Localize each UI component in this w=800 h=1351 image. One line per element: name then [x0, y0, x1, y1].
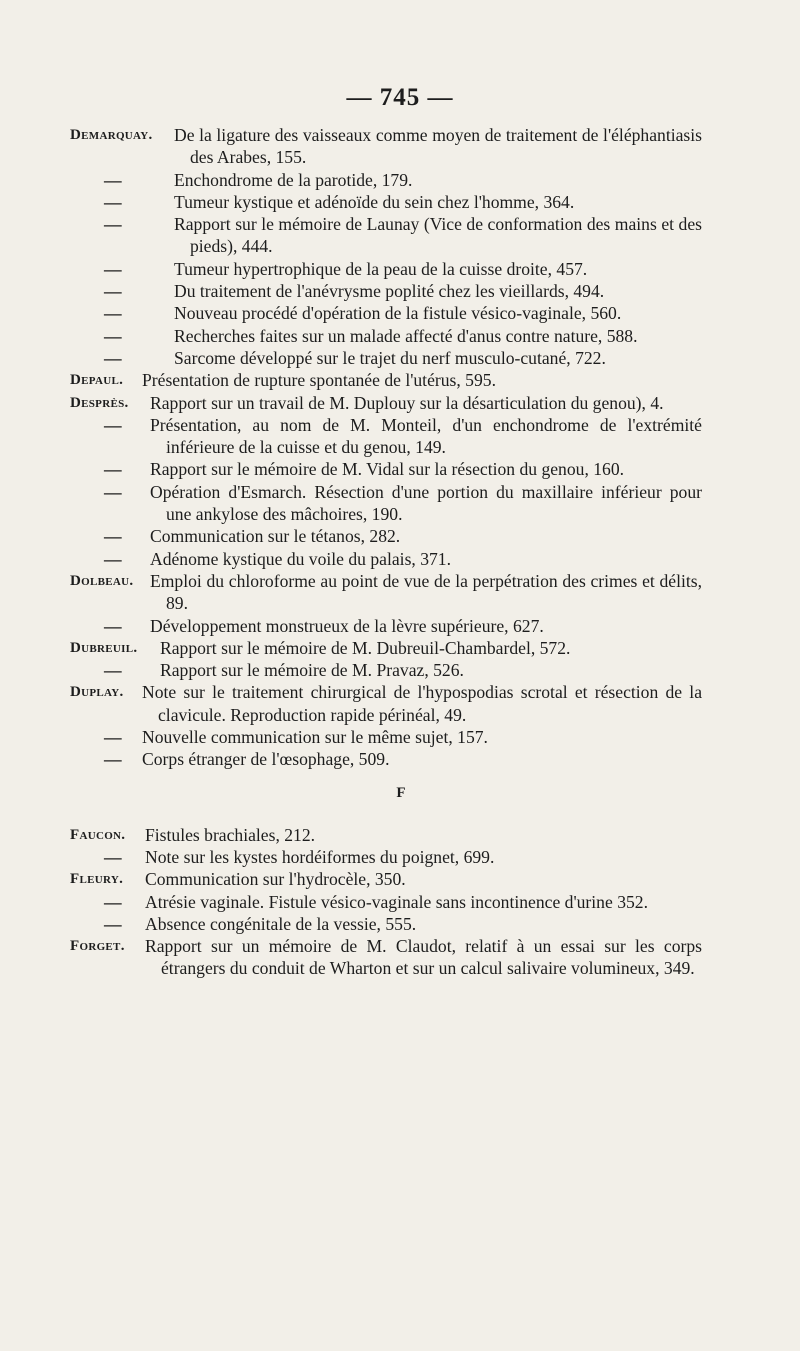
index-content	[70, 124, 702, 980]
author-name: Fleury.	[70, 871, 124, 888]
index-entry	[70, 481, 702, 526]
index-entry	[70, 637, 702, 659]
author-name: Faucon.	[70, 826, 126, 843]
ditto-dash: —	[104, 727, 122, 748]
ditto-dash: —	[104, 548, 122, 569]
author-name: Dubreuil.	[70, 639, 138, 656]
index-entry	[70, 191, 702, 213]
entry-text: Présentation de rupture spontanée de l'utérus, 595.	[142, 370, 496, 391]
ditto-dash: —	[104, 169, 122, 190]
ditto-dash: —	[104, 891, 122, 912]
ditto-dash: —	[104, 214, 122, 235]
index-entry	[70, 392, 702, 414]
index-entry	[70, 414, 702, 459]
entry-text: Rapport sur un mémoire de M. Claudot, relatif à un essai sur les corps étrangers du conduit de Wharton et sur un calcul salivaire volumineux, 349.	[145, 936, 702, 979]
entry-text: Emploi du chloroforme au point de vue de la perpétration des crimes et délits, 89.	[150, 570, 702, 614]
entry-text: Tumeur kystique et adénoïde du sein chez l'homme, 364.	[174, 191, 575, 212]
index-entry	[70, 681, 702, 726]
index-entry	[70, 258, 702, 280]
index-entry	[70, 570, 702, 615]
entry-text: Communication sur le tétanos, 282.	[150, 526, 401, 547]
ditto-dash: —	[104, 526, 122, 547]
entry-text: Note sur le traitement chirurgical de l'hypospodias scrotal et résection de la clavicule. Reproduction rapide périnéal, 49.	[142, 682, 702, 725]
index-entry	[70, 913, 702, 935]
ditto-dash: —	[104, 749, 122, 770]
ditto-dash: —	[104, 191, 122, 212]
ditto-dash: —	[104, 303, 122, 324]
ditto-dash: —	[104, 615, 122, 636]
entry-text: Communication sur l'hydrocèle, 350.	[145, 869, 406, 890]
entry-text: Opération d'Esmarch. Résection d'une portion du maxillaire inférieur pour une ankylose des mâchoires, 190.	[150, 481, 702, 525]
entry-text: Absence congénitale de la vessie, 555.	[145, 913, 417, 934]
ditto-dash: —	[104, 414, 122, 435]
index-entry	[70, 213, 702, 258]
entry-text: Rapport sur le mémoire de Launay (Vice de conformation des mains et des pieds), 444.	[174, 214, 702, 257]
entry-text: Rapport sur le mémoire de M. Vidal sur la résection du genou, 160.	[150, 459, 625, 480]
entry-text: Adénome kystique du voile du palais, 371.	[150, 548, 452, 569]
ditto-dash: —	[104, 459, 122, 480]
ditto-dash: —	[104, 481, 122, 502]
index-entry	[70, 525, 702, 547]
author-name: Demarquay.	[70, 127, 153, 143]
index-entry	[70, 325, 702, 347]
ditto-dash: —	[104, 347, 122, 368]
index-entry	[70, 280, 702, 302]
entry-text: Rapport sur le mémoire de M. Dubreuil-Chambardel, 572.	[160, 637, 571, 658]
page-number: — 745 —	[346, 84, 454, 111]
entry-text: Développement monstrueux de la lèvre supérieure, 627.	[150, 615, 544, 636]
ditto-dash: —	[104, 846, 122, 867]
index-entry	[70, 458, 702, 480]
ditto-dash: —	[104, 913, 122, 934]
ditto-dash: —	[104, 258, 122, 279]
entry-text: Enchondrome de la parotide, 179.	[174, 169, 413, 190]
index-entry	[70, 868, 702, 890]
index-entry	[70, 659, 702, 681]
entry-text: Nouvelle communication sur le même sujet, 157.	[142, 727, 488, 748]
index-entry	[70, 169, 702, 191]
index-entry	[70, 548, 702, 570]
index-entry	[70, 891, 702, 913]
index-entry	[70, 615, 702, 637]
entry-text: Recherches faites sur un malade affecté d'anus contre nature, 588.	[174, 325, 638, 346]
index-entry	[70, 846, 702, 868]
entry-text: De la ligature des vaisseaux comme moyen de traitement de l'éléphantiasis des Arabes, 155.	[174, 125, 702, 168]
index-entry	[70, 347, 702, 369]
author-name: Desprès.	[70, 394, 129, 411]
entry-text: Tumeur hypertrophique de la peau de la cuisse droite, 457.	[174, 258, 588, 279]
ditto-dash: —	[104, 281, 122, 302]
author-name: Dolbeau.	[70, 572, 134, 589]
index-entry	[70, 935, 702, 980]
index-entry	[70, 124, 702, 169]
entry-text: Sarcome développé sur le trajet du nerf musculo-cutané, 722.	[174, 347, 606, 368]
index-entry	[70, 748, 702, 770]
index-entry	[70, 369, 702, 391]
entry-text: Corps étranger de l'œsophage, 509.	[142, 749, 390, 770]
author-name: Depaul.	[70, 372, 124, 389]
ditto-dash: —	[104, 660, 122, 681]
entry-text: Du traitement de l'anévrysme poplité chez les vieillards, 494.	[174, 281, 605, 302]
author-name: Duplay.	[70, 684, 124, 701]
index-entry	[70, 824, 702, 846]
entry-text: Nouveau procédé d'opération de la fistule vésico-vaginale, 560.	[174, 303, 622, 324]
entry-text: Rapport sur le mémoire de M. Pravaz, 526.	[160, 660, 464, 681]
ditto-dash: —	[104, 325, 122, 346]
index-entry	[70, 302, 702, 324]
entry-text: Atrésie vaginale. Fistule vésico-vaginale sans incontinence d'urine 352.	[145, 891, 648, 912]
entry-text: Présentation, au nom de M. Monteil, d'un enchondrome de l'extrémité inférieure de la cuisse et du genou, 149.	[150, 414, 702, 458]
entry-text: Note sur les kystes hordéiformes du poignet, 699.	[145, 846, 495, 867]
entry-text: Rapport sur un travail de M. Duplouy sur la désarticulation du genou), 4.	[150, 392, 664, 413]
author-name: Forget.	[70, 938, 125, 955]
index-entry	[70, 726, 702, 748]
entry-text: Fistules brachiales, 212.	[145, 824, 316, 845]
section-letter: F	[396, 784, 406, 801]
